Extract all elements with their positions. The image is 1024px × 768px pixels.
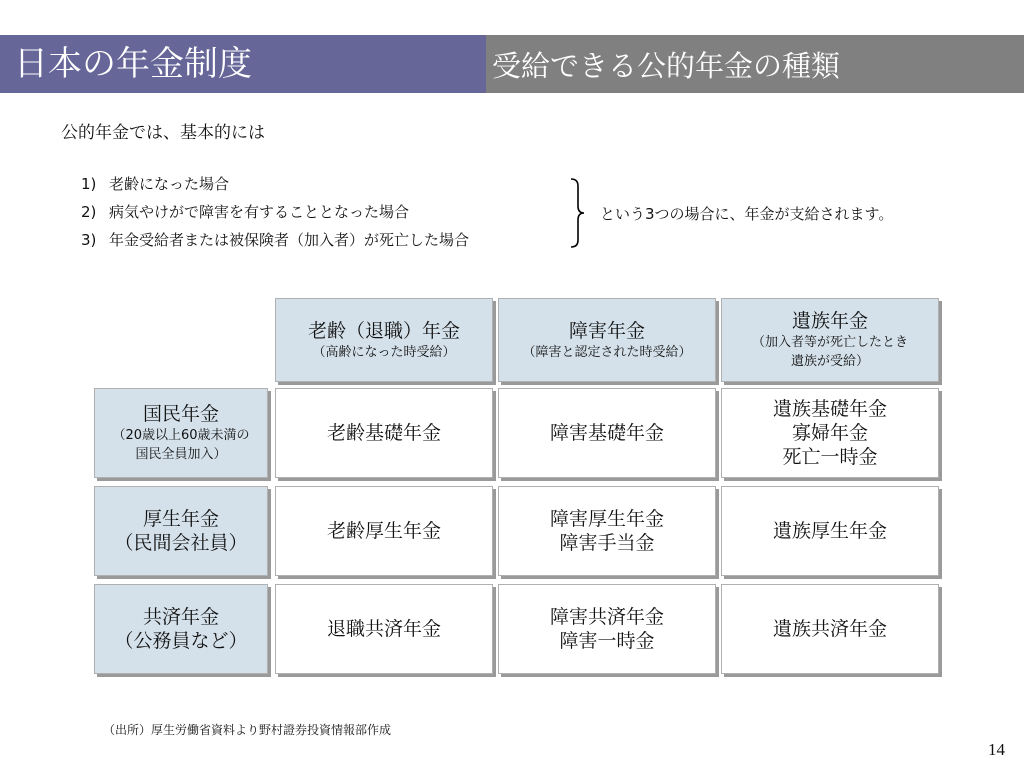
condition-number: 3) [81,231,97,249]
row-header-note: 国民全員加入） [135,447,227,462]
table-cell [275,584,493,674]
column-header-note: 遺族が受給） [790,354,869,369]
row-header-title: 共済年金 [142,606,219,628]
summary-text: という3つの場合に、年金が支給されます。 [600,205,894,223]
pension-name: 障害厚生年金 [549,508,664,530]
row-header-title: 厚生年金 [142,508,219,530]
column-header-note: （加入者等が死亡したとき [751,335,908,350]
conditions-list [81,170,469,254]
column-header-disability [498,298,716,382]
pension-name: 遺族共済年金 [772,618,887,640]
column-header-old-age [275,298,493,382]
column-header-title: 遺族年金 [791,310,868,332]
table-cell [275,388,493,478]
table-cell [721,486,939,576]
table-cell [498,486,716,576]
row-header-employees-pension [94,486,268,576]
pension-name: 死亡一時金 [782,446,878,468]
pension-name: 障害一時金 [559,630,655,652]
row-header-mutual-aid-pension [94,584,268,674]
table-cell [275,486,493,576]
page-subtitle: 受給できる公的年金の種類 [486,35,1024,93]
row-header-note: （公務員など） [114,630,248,652]
row-header-title: 国民年金 [142,403,219,425]
page-number: 14 [988,740,1005,759]
table-cell [498,584,716,674]
pension-name: 寡婦年金 [791,422,868,444]
column-header-title: 老齢（退職）年金 [307,319,460,342]
condition-number: 2) [81,203,97,221]
condition-number: 1) [81,175,97,193]
table-cell [721,388,939,478]
source-note: （出所）厚生労働省資料より野村證券投資情報部作成 [103,723,392,737]
condition-item [81,198,469,226]
column-header-note: （高齢になった時受給） [312,344,456,360]
pension-name: 老齢基礎年金 [326,422,441,444]
condition-text: 病気やけがで障害を有することとなった場合 [109,203,410,221]
column-header-survivor [721,298,939,382]
pension-name: 退職共済年金 [326,618,441,640]
intro-text: 公的年金では、基本的には [61,123,265,143]
table-cell [721,584,939,674]
condition-item [81,170,469,198]
row-header-note: （20歳以上60歳未満の [112,428,250,443]
right-brace-icon [570,178,586,248]
pension-name: 遺族基礎年金 [772,398,887,420]
pension-name: 障害基礎年金 [549,422,664,444]
row-header-national-pension [94,388,268,478]
pension-name: 老齢厚生年金 [326,520,441,542]
column-header-note: （障害と認定された時受給） [522,344,692,360]
condition-text: 年金受給者または被保険者（加入者）が死亡した場合 [109,231,470,249]
column-header-title: 障害年金 [568,319,645,342]
condition-item [81,226,469,254]
row-header-note: （民間会社員） [114,532,248,554]
pension-name: 障害共済年金 [549,606,664,628]
pension-name: 障害手当金 [559,532,655,554]
page-title: 日本の年金制度 [0,35,486,93]
pension-name: 遺族厚生年金 [772,520,887,542]
condition-text: 老齢になった場合 [109,175,230,193]
table-cell [498,388,716,478]
